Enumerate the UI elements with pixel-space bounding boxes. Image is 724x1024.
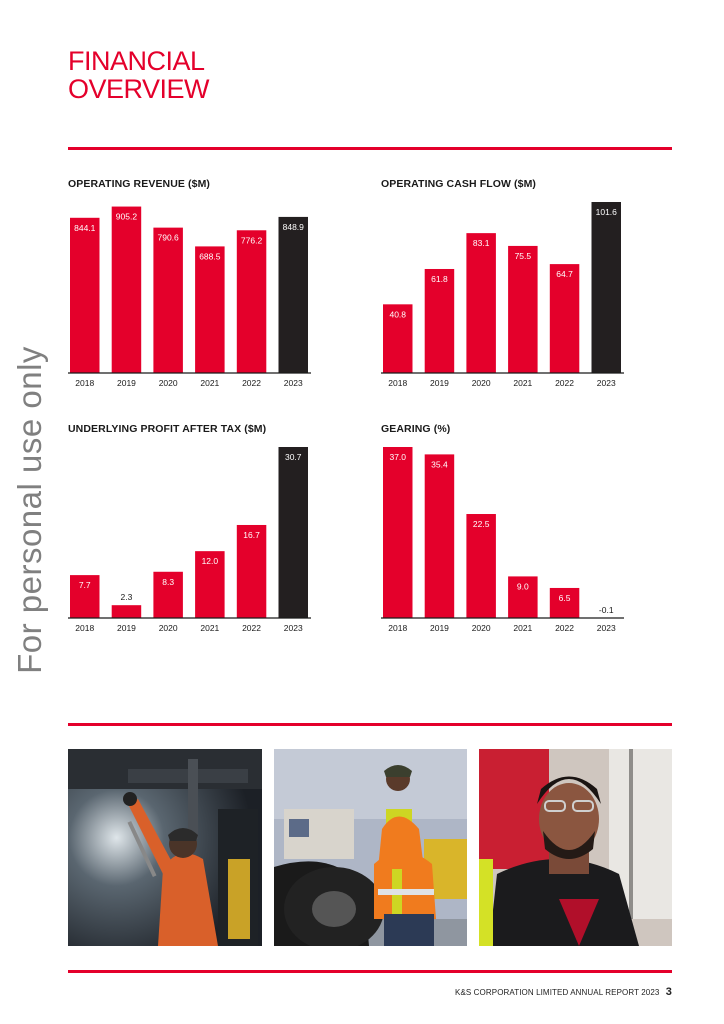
title-line-1: FINANCIAL xyxy=(68,46,205,76)
data-label-2022: 16.7 xyxy=(243,529,260,540)
top-rule xyxy=(68,147,672,150)
data-label-2023: 30.7 xyxy=(284,452,302,462)
tick-label-2023: 2023 xyxy=(596,378,616,388)
tick-label-2020: 2020 xyxy=(158,623,178,633)
data-label-2020: 790.6 xyxy=(157,232,179,243)
data-label-2020: 83.1 xyxy=(472,238,490,249)
operating-cash-flow-plot xyxy=(381,178,624,398)
bar-2023 xyxy=(279,447,309,618)
bar-2022 xyxy=(237,230,266,373)
underlying-profit-plot xyxy=(68,423,311,643)
data-label-2021: 75.5 xyxy=(514,250,532,261)
bar-2020 xyxy=(153,228,183,373)
photo-mechanic xyxy=(68,749,262,946)
tick-label-2018: 2018 xyxy=(75,378,95,388)
bottom-rule xyxy=(68,970,672,973)
data-label-2023: -0.1 xyxy=(598,605,614,615)
chart-title: UNDERLYING PROFIT AFTER TAX ($M) xyxy=(68,423,267,435)
tick-label-2019: 2019 xyxy=(429,623,449,633)
tick-label-2021: 2021 xyxy=(513,378,533,388)
tick-label-2022: 2022 xyxy=(242,378,262,388)
data-label-2023: 101.6 xyxy=(595,207,617,217)
bar-2023 xyxy=(279,217,309,373)
tick-label-2019: 2019 xyxy=(429,378,449,388)
bar-2019 xyxy=(425,454,455,618)
chart-title: OPERATING CASH FLOW ($M) xyxy=(381,178,537,190)
photo-employee xyxy=(479,749,672,946)
photo-tyre-worker xyxy=(274,749,467,946)
bar-2023 xyxy=(592,202,622,373)
bar-2018 xyxy=(70,218,100,373)
bar-2021 xyxy=(508,246,537,373)
page-number: 3 xyxy=(665,986,672,998)
chart-title: OPERATING REVENUE ($M) xyxy=(68,178,211,190)
tick-label-2019: 2019 xyxy=(116,623,136,633)
data-label-2022: 64.7 xyxy=(556,269,573,280)
tick-label-2018: 2018 xyxy=(75,623,95,633)
page-footer xyxy=(455,986,672,998)
data-label-2018: 40.8 xyxy=(389,309,407,320)
data-label-2018: 7.7 xyxy=(78,580,91,591)
page-title xyxy=(68,47,209,103)
tick-label-2019: 2019 xyxy=(116,378,136,388)
tick-label-2022: 2022 xyxy=(242,623,262,633)
chart-title: GEARING (%) xyxy=(381,423,451,435)
data-label-2021: 12.0 xyxy=(201,556,219,567)
data-label-2021: 688.5 xyxy=(199,251,221,262)
middle-rule xyxy=(68,723,672,726)
data-label-2023: 848.9 xyxy=(282,221,304,232)
bar-2020 xyxy=(466,514,496,618)
data-label-2019: 35.4 xyxy=(431,459,448,470)
data-label-2022: 6.5 xyxy=(558,592,571,603)
personal-use-watermark: For personal use only xyxy=(11,346,48,674)
tick-label-2021: 2021 xyxy=(200,378,220,388)
data-label-2021: 9.0 xyxy=(516,581,529,592)
bar-2019 xyxy=(112,605,142,618)
tick-label-2021: 2021 xyxy=(200,623,220,633)
gearing-plot xyxy=(381,423,624,643)
tick-label-2023: 2023 xyxy=(283,623,303,633)
tick-label-2018: 2018 xyxy=(388,378,408,388)
tick-label-2021: 2021 xyxy=(513,623,533,633)
data-label-2020: 8.3 xyxy=(162,576,175,587)
data-label-2019: 2.3 xyxy=(120,592,133,603)
tick-label-2022: 2022 xyxy=(555,623,575,633)
title-line-2: OVERVIEW xyxy=(68,74,210,104)
bar-2020 xyxy=(466,233,496,373)
data-label-2018: 37.0 xyxy=(389,452,407,462)
operating-revenue-plot xyxy=(68,178,311,398)
bar-2018 xyxy=(383,447,413,618)
tick-label-2020: 2020 xyxy=(158,378,178,388)
data-label-2022: 776.2 xyxy=(240,235,263,246)
tick-label-2023: 2023 xyxy=(283,378,303,388)
data-label-2018: 844.1 xyxy=(74,222,96,233)
bar-2019 xyxy=(112,207,142,373)
bar-2019 xyxy=(425,269,455,373)
data-label-2019: 905.2 xyxy=(115,211,138,222)
footer-text: K&S CORPORATION LIMITED ANNUAL REPORT 2023 xyxy=(455,988,660,997)
tick-label-2023: 2023 xyxy=(596,623,616,633)
data-label-2020: 22.5 xyxy=(472,519,490,530)
tick-label-2020: 2020 xyxy=(471,378,491,388)
tick-label-2022: 2022 xyxy=(555,378,575,388)
tick-label-2018: 2018 xyxy=(388,623,408,633)
tick-label-2020: 2020 xyxy=(471,623,491,633)
data-label-2019: 61.8 xyxy=(431,273,448,284)
bar-2022 xyxy=(550,264,580,373)
bar-2021 xyxy=(195,246,225,373)
